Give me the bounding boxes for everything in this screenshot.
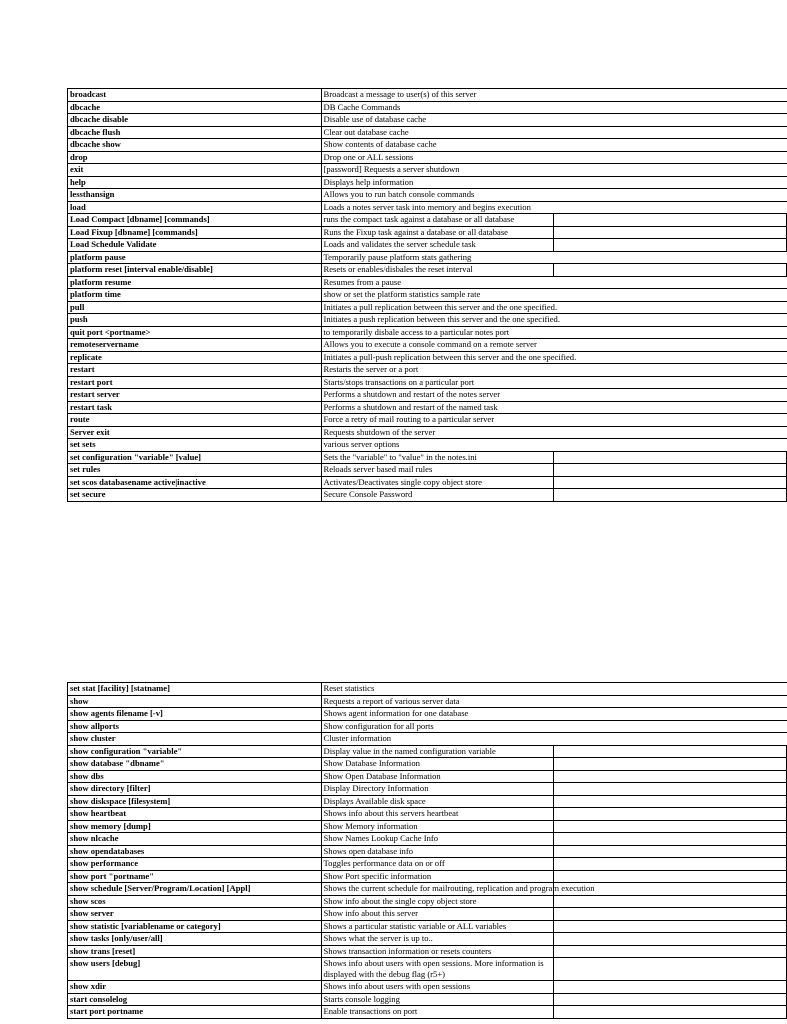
table-row [68,820,787,833]
command-cell: set secure [68,489,322,502]
description-cell: Secure Console Password [321,489,554,502]
table-row [68,201,787,214]
table-row [68,89,787,102]
description-cell: Performs a shutdown and restart of the notes server [321,389,787,402]
command-cell: drop [68,151,322,164]
table-row [68,164,787,177]
command-cell: show trans [reset] [68,945,322,958]
description-cell: runs the compact task against a database or all database [321,214,554,227]
command-cell: platform resume [68,276,322,289]
command-cell: set scos databasename active|inactive [68,476,322,489]
description-cell: Shows a particular statistic variable or ALL variables [321,920,554,933]
table-row [68,176,787,189]
description-cell: Starts console logging [321,993,554,1006]
command-cell: show directory [filter] [68,783,322,796]
command-cell: show opendatabases [68,845,322,858]
description-cell: Show info about this server [321,908,554,921]
description-cell: Shows the current schedule for mailrouting, replication and program execution [321,883,554,896]
table-row [68,895,787,908]
command-cell: platform reset [interval enable/disable] [68,264,322,277]
description-cell: Runs the Fixup task against a database or all database [321,226,554,239]
command-cell: show [68,695,322,708]
description-cell: Drop one or ALL sessions [321,151,787,164]
command-cell: replicate [68,351,322,364]
table-row [68,189,787,202]
empty-cell [554,833,787,846]
table-row [68,364,787,377]
empty-cell [554,993,787,1006]
description-cell: Resets or enables/disbales the reset interval [321,264,554,277]
table-row [68,745,787,758]
command-cell: show memory [dump] [68,820,322,833]
description-cell: Broadcast a message to user(s) of this server [321,89,787,102]
empty-cell [554,489,787,502]
command-cell: broadcast [68,89,322,102]
description-cell: Loads a notes server task into memory and begins execution [321,201,787,214]
table-row [68,151,787,164]
command-cell: platform time [68,289,322,302]
description-cell: Shows info about this servers heartbeat [321,808,554,821]
table-row [68,314,787,327]
description-cell: Display Directory Information [321,783,554,796]
table-row [68,301,787,314]
command-cell: quit port <portname> [68,326,322,339]
description-cell: Loads and validates the server schedule task [321,239,554,252]
command-cell: restart task [68,401,322,414]
command-cell: remoteservername [68,339,322,352]
table-row [68,214,787,227]
command-cell: lessthansign [68,189,322,202]
empty-cell [554,820,787,833]
table-row [68,289,787,302]
table-row [68,908,787,921]
table-row [68,464,787,477]
description-cell: Display value in the named configuration variable [321,745,554,758]
empty-cell [554,476,787,489]
description-cell: Performs a shutdown and restart of the named task [321,401,787,414]
command-cell: show xdir [68,981,322,994]
description-cell: Force a retry of mail routing to a particular server [321,414,787,427]
command-cell: show configuration "variable" [68,745,322,758]
table-row [68,101,787,114]
description-cell: Requests a report of various server data [321,695,787,708]
table-row [68,489,787,502]
empty-cell [554,933,787,946]
description-cell: Shows what the server is up to.. [321,933,554,946]
description-cell: Shows info about users with open sessions [321,981,554,994]
table-row [68,695,787,708]
description-cell: Allows you to run batch console commands [321,189,787,202]
table-row [68,945,787,958]
table-row [68,683,787,696]
description-cell: Disable use of database cache [321,114,787,127]
table-row [68,733,787,746]
empty-cell [554,1006,787,1019]
table-row [68,770,787,783]
table-row [68,870,787,883]
table-row [68,226,787,239]
command-cell: platform pause [68,251,322,264]
description-cell: various server options [321,439,787,452]
table-row [68,933,787,946]
description-cell: Temporarily pause platform stats gathering [321,251,787,264]
empty-cell [554,920,787,933]
description-cell: Allows you to execute a console command on a remote server [321,339,787,352]
table-row [68,451,787,464]
command-table-2-body [68,683,787,1019]
table-row [68,981,787,994]
command-cell: set configuration "variable" [value] [68,451,322,464]
command-cell: Load Schedule Validate [68,239,322,252]
command-cell: show database "dbname" [68,758,322,771]
description-cell: Displays help information [321,176,787,189]
command-cell: set rules [68,464,322,477]
table-row [68,126,787,139]
description-cell: Reset statistics [321,683,787,696]
table-row [68,758,787,771]
command-cell: pull [68,301,322,314]
description-cell: Clear out database cache [321,126,787,139]
command-cell: start consolelog [68,993,322,1006]
description-cell: Requests shutdown of the server [321,426,787,439]
description-cell: Initiates a push replication between this server and the one specified. [321,314,787,327]
command-cell: push [68,314,322,327]
description-cell: Show Database Information [321,758,554,771]
table-row [68,376,787,389]
table-row [68,326,787,339]
description-cell: Displays Available disk space [321,795,554,808]
command-cell: route [68,414,322,427]
empty-cell [554,451,787,464]
table-row [68,401,787,414]
description-cell: Cluster information [321,733,787,746]
command-cell: show cluster [68,733,322,746]
command-cell: show server [68,908,322,921]
description-cell: Show Open Database Information [321,770,554,783]
description-cell: [password] Requests a server shutdown [321,164,787,177]
table-row [68,139,787,152]
empty-cell [554,226,787,239]
command-cell: Load Fixup [dbname] [commands] [68,226,322,239]
table-row [68,426,787,439]
description-cell: Activates/Deactivates single copy object store [321,476,554,489]
description-cell: Show configuration for all ports [321,720,787,733]
command-cell: show nlcache [68,833,322,846]
description-cell: Show Port specific information [321,870,554,883]
command-cell: Load Compact [dbname] [commands] [68,214,322,227]
command-cell: restart [68,364,322,377]
command-cell: exit [68,164,322,177]
empty-cell [554,464,787,477]
empty-cell [554,758,787,771]
table-row [68,476,787,489]
table-row [68,883,787,896]
table-row [68,414,787,427]
command-cell: dbcache disable [68,114,322,127]
table-row [68,845,787,858]
description-cell: Initiates a pull replication between this server and the one specified. [321,301,787,314]
description-cell: Sets the "variable" to "value" in the notes.ini [321,451,554,464]
table-row [68,958,787,981]
empty-cell [554,858,787,871]
command-table-1 [67,88,787,502]
command-cell: Server exit [68,426,322,439]
command-cell: set sets [68,439,322,452]
command-cell: show performance [68,858,322,871]
command-cell: show port "portname" [68,870,322,883]
empty-cell [554,945,787,958]
table-row [68,783,787,796]
command-cell: restart server [68,389,322,402]
command-table-1-body [68,89,787,502]
description-cell: Show info about the single copy object store [321,895,554,908]
description-cell: to temporarily disbale access to a particular notes port [321,326,787,339]
empty-cell [554,795,787,808]
table-row [68,389,787,402]
description-cell: Enable transactions on port [321,1006,554,1019]
description-cell: Show contents of database cache [321,139,787,152]
description-cell: Starts/stops transactions on a particular port [321,376,787,389]
description-cell: show or set the platform statistics sample rate [321,289,787,302]
empty-cell [554,745,787,758]
empty-cell [554,239,787,252]
table-row [68,264,787,277]
command-cell: help [68,176,322,189]
description-cell: Resumes from a pause [321,276,787,289]
command-cell: start port portname [68,1006,322,1019]
command-cell: restart port [68,376,322,389]
table-row [68,708,787,721]
table-row [68,251,787,264]
command-cell: show agents filename [-v] [68,708,322,721]
empty-cell [554,845,787,858]
command-cell: show diskspace [filesystem] [68,795,322,808]
description-cell: Initiates a pull-push replication between this server and the one specified. [321,351,787,364]
description-cell: Shows open database info [321,845,554,858]
table-row [68,858,787,871]
table-row [68,351,787,364]
command-cell: dbcache [68,101,322,114]
table-row [68,920,787,933]
description-cell: Shows agent information for one database [321,708,787,721]
command-cell: show dbs [68,770,322,783]
empty-cell [554,908,787,921]
table-row [68,795,787,808]
table-row [68,833,787,846]
table-row [68,720,787,733]
description-cell: Shows transaction information or resets counters [321,945,554,958]
description-cell: Restarts the server or a port [321,364,787,377]
description-cell: Toggles performance data on or off [321,858,554,871]
command-cell: load [68,201,322,214]
command-table-2 [67,682,787,1019]
empty-cell [554,214,787,227]
command-cell: show allports [68,720,322,733]
command-cell: dbcache flush [68,126,322,139]
empty-cell [554,264,787,277]
table-row [68,439,787,452]
description-cell: Show Memory information [321,820,554,833]
empty-cell [554,958,787,981]
empty-cell [554,770,787,783]
empty-cell [554,783,787,796]
empty-cell [554,981,787,994]
command-cell: show users [debug] [68,958,322,981]
command-cell: show scos [68,895,322,908]
table-row [68,993,787,1006]
description-cell: DB Cache Commands [321,101,787,114]
command-cell: dbcache show [68,139,322,152]
command-cell: show statistic [variablename or category] [68,920,322,933]
empty-cell [554,808,787,821]
description-cell: Reloads server based mail rules [321,464,554,477]
table-row [68,1006,787,1019]
table-row [68,114,787,127]
command-cell: show tasks [only/user/all] [68,933,322,946]
description-cell: Shows info about users with open sessions. More information is displayed with the debug flag (r5+) [321,958,554,981]
command-cell: show heartbeat [68,808,322,821]
empty-cell [554,895,787,908]
description-cell: Show Names Lookup Cache Info [321,833,554,846]
table-row [68,339,787,352]
empty-cell [554,870,787,883]
command-cell: set stat [facility] [statname] [68,683,322,696]
table-row [68,808,787,821]
table-row [68,239,787,252]
table-row [68,276,787,289]
command-cell: show schedule [Server/Program/Location] [Appl] [68,883,322,896]
